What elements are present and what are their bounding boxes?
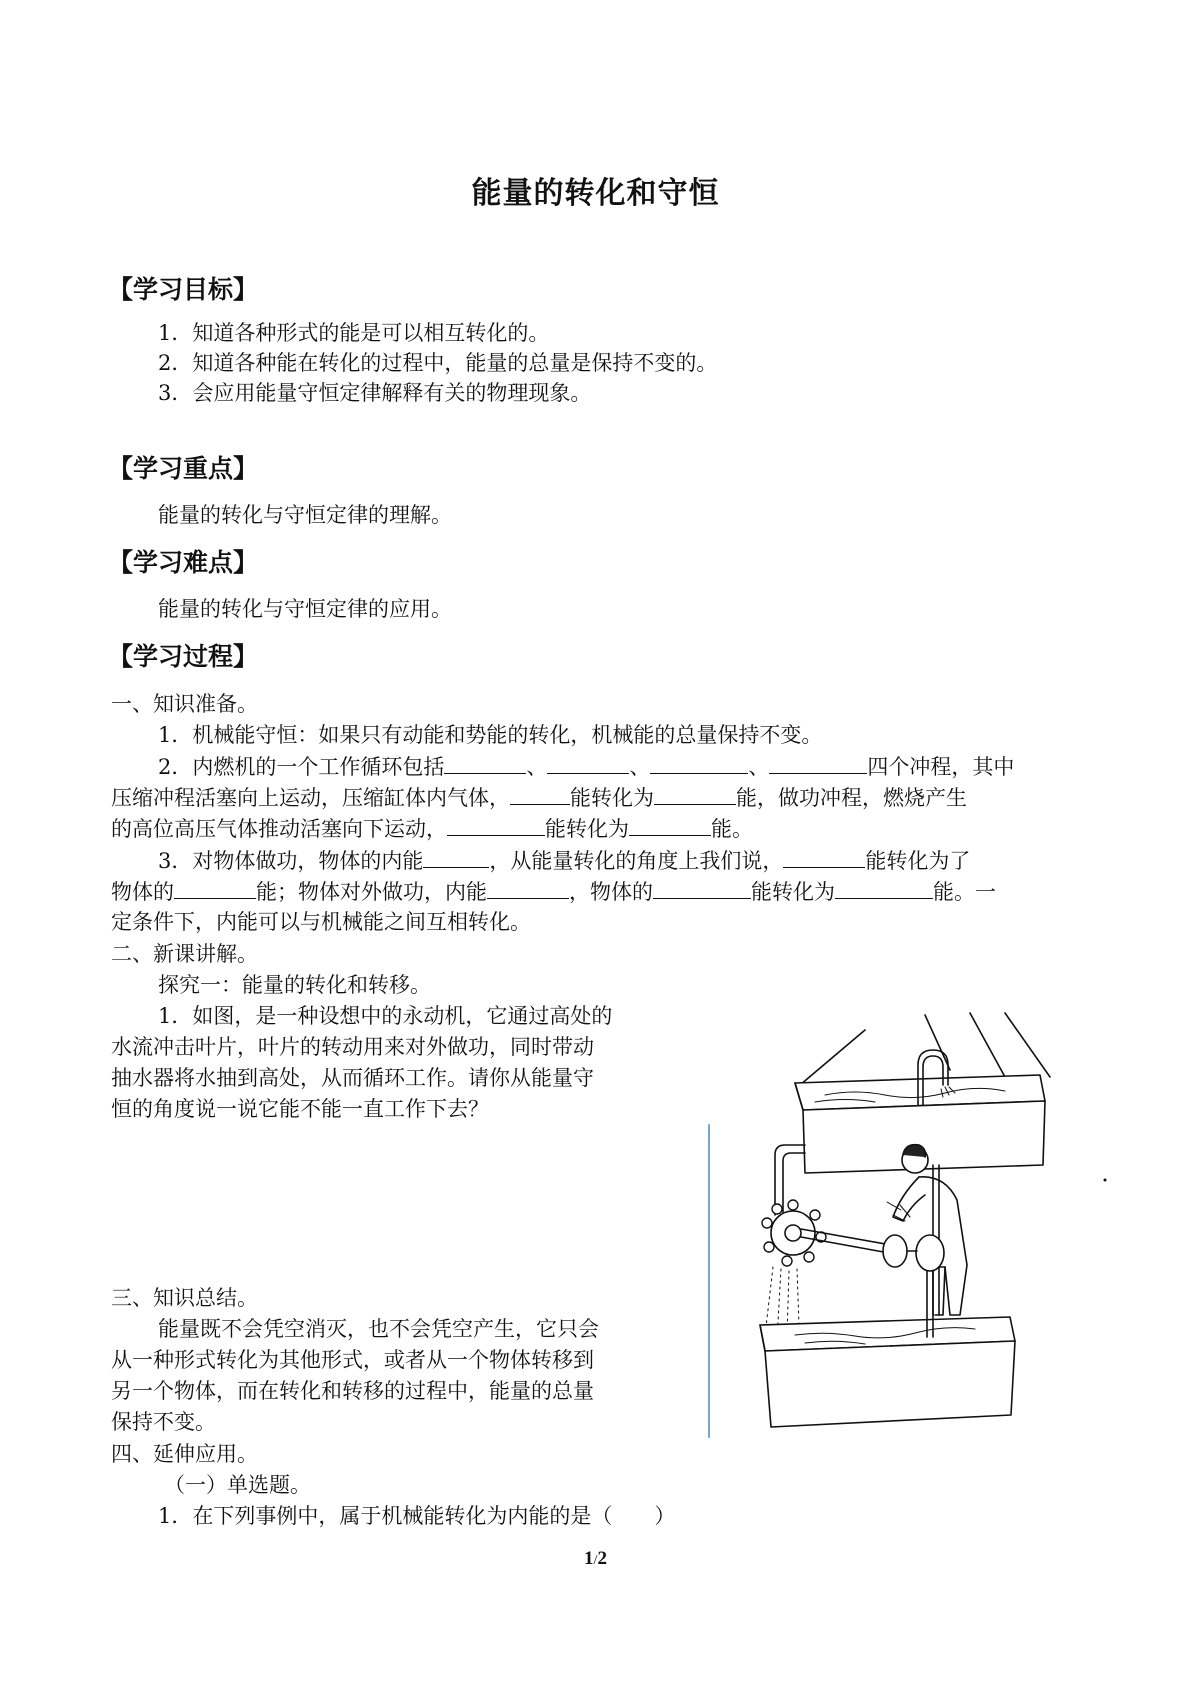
objectives-heading: 【学习目标】 (108, 275, 259, 304)
process-heading: 【学习过程】 (108, 642, 259, 671)
blank-energy-from-2[interactable] (653, 876, 751, 899)
q1-line-2: 水流冲击叶片，叶片的转动用来对外做功，同时带动 (111, 1035, 594, 1059)
part1-title: 一、知识准备。 (111, 692, 258, 716)
blank-internal-change-1[interactable] (423, 845, 489, 868)
blank-energy-to-1[interactable] (174, 876, 256, 899)
summary-line-1: 能量既不会凭空消灭，也不会凭空产生，它只会 (158, 1317, 599, 1341)
part4-title: 四、延伸应用。 (111, 1442, 258, 1466)
q1-line-3: 抽水器将水抽到高处，从而循环工作。请你从能量守 (111, 1066, 594, 1090)
difficulties-text: 能量的转化与守恒定律的应用。 (158, 597, 452, 621)
work-by-object-line: 物体的 能；物体对外做功，内能 ，物体的 能转化为 能。一 (111, 876, 996, 907)
mc-question-1: 1．在下列事例中，属于机械能转化为内能的是（ ） (158, 1504, 676, 1528)
objective-item-2: 2．知道各种能在转化的过程中，能量的总量是保持不变的。 (158, 351, 718, 375)
summary-line-3: 另一个物体，而在转化和转移的过程中，能量的总量 (111, 1379, 594, 1403)
power-stroke-line: 的高位高压气体推动活塞向下运动， 能转化为 能。 (111, 813, 753, 844)
blank-compression-to[interactable] (654, 782, 736, 805)
engine-cycle-line: 2．内燃机的一个工作循环包括 、 、 、 四个冲程，其中 (158, 751, 1014, 782)
compression-line: 压缩冲程活塞向上运动，压缩缸体内气体， 能转化为 能，做功冲程，燃烧产生 (111, 782, 967, 813)
blank-power-to[interactable] (629, 813, 711, 836)
difficulties-heading: 【学习难点】 (108, 548, 259, 577)
blank-power-from[interactable] (447, 813, 545, 836)
blank-stroke-2[interactable] (547, 751, 629, 774)
q1-line-4: 恒的角度说一说它能不能一直工作下去？ (111, 1097, 489, 1121)
q1-line-1: 1．如图，是一种设想中的永动机，它通过高处的 (158, 1004, 613, 1028)
part3-title: 三、知识总结。 (111, 1286, 258, 1310)
blank-stroke-3[interactable] (650, 751, 748, 774)
objective-item-3: 3．会应用能量守恒定律解释有关的物理现象。 (158, 381, 592, 405)
page-title: 能量的转化和守恒 (471, 176, 720, 211)
keypoints-text: 能量的转化与守恒定律的理解。 (158, 503, 452, 527)
blank-compression-from[interactable] (510, 782, 570, 805)
work-on-object-line: 3．对物体做功，物体的内能 ，从能量转化的角度上我们说， 能转化为了 (158, 845, 970, 876)
part2-title: 二、新课讲解。 (111, 942, 258, 966)
explore1-title: 探究一：能量的转化和转移。 (158, 973, 431, 997)
blank-energy-from-1[interactable] (783, 845, 865, 868)
summary-line-2: 从一种形式转化为其他形式，或者从一个物体转移到 (111, 1348, 594, 1372)
blank-stroke-4[interactable] (769, 751, 867, 774)
blank-internal-change-2[interactable] (487, 876, 569, 899)
keypoints-heading: 【学习重点】 (108, 454, 259, 483)
blank-stroke-1[interactable] (444, 751, 526, 774)
summary-line-4: 保持不变。 (111, 1410, 216, 1434)
mechanical-energy-text: 1．机械能守恒：如果只有动能和势能的转化，机械能的总量保持不变。 (158, 723, 823, 747)
objective-item-1: 1．知道各种形式的能是可以相互转化的。 (158, 321, 550, 345)
page-number: 1/2 (584, 1548, 607, 1569)
mc-title: （一）单选题。 (164, 1473, 311, 1497)
perpetual-motion-machine-figure (705, 1005, 1115, 1440)
blank-energy-to-2[interactable] (835, 876, 933, 899)
conversion-conclusion: 定条件下，内能可以与机械能之间互相转化。 (111, 910, 531, 934)
